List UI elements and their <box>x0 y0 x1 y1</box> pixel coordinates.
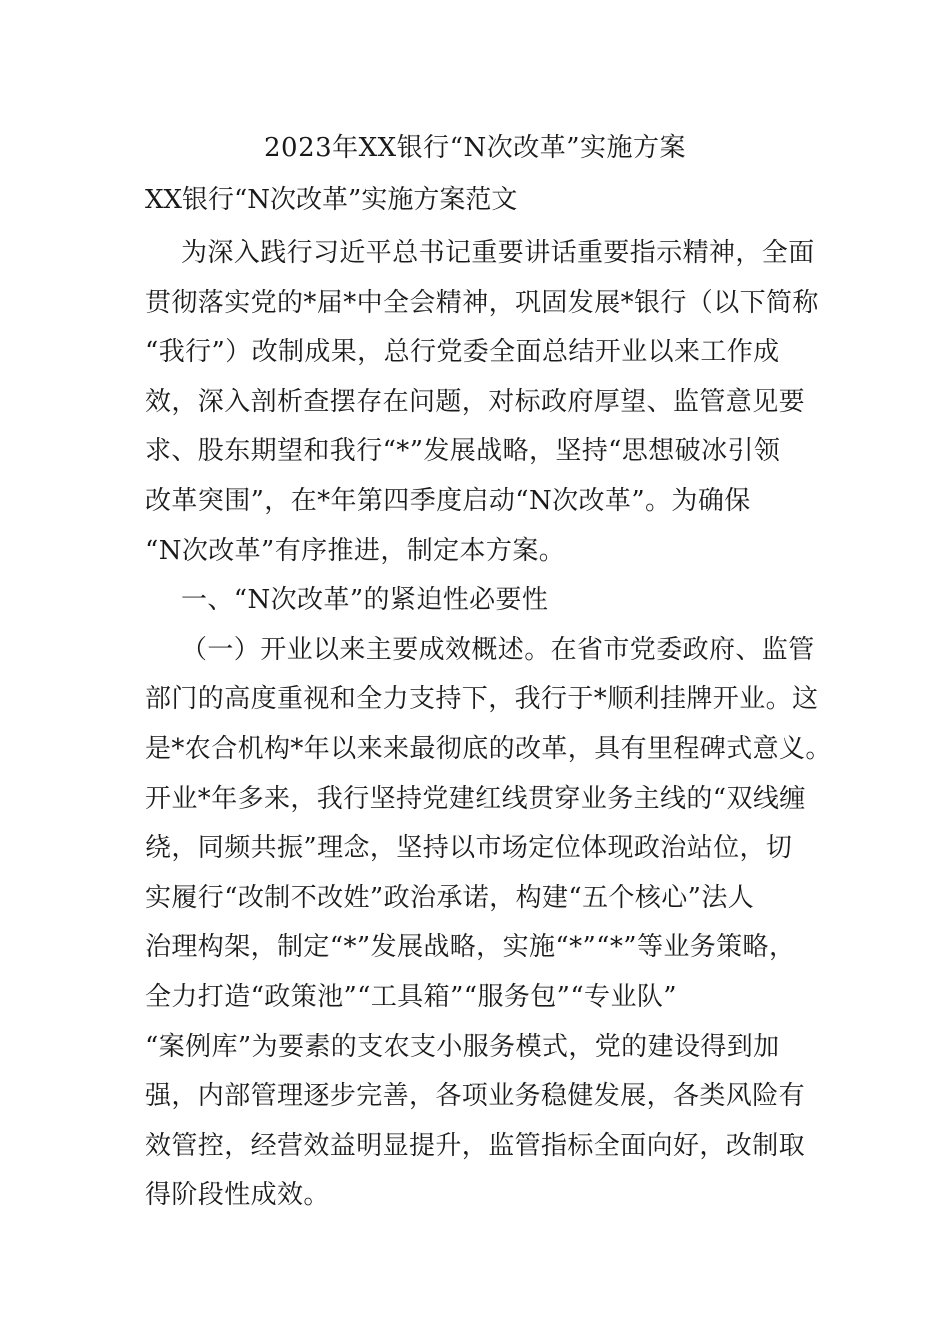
paragraph-line: 改革突围”，在*年第四季度启动“N次改革”。为确保 <box>145 485 751 516</box>
paragraph-line: 部门的高度重视和全力支持下，我行于*顺利挂牌开业。这 <box>145 684 819 715</box>
paragraph-line: 效，深入剖析查摆存在问题，对标政府厚望、监管意见要 <box>145 386 806 417</box>
paragraph-line: 强，内部管理逐步完善，各项业务稳健发展，各类风险有 <box>145 1081 806 1112</box>
section-heading: 一、“N次改革”的紧迫性必要性 <box>181 585 549 616</box>
paragraph-line: “我行”）改制成果，总行党委全面总结开业以来工作成 <box>145 337 780 368</box>
paragraph-line: 是*农合机构*年以来来最彻底的改革，具有里程碑式意义。 <box>145 733 832 764</box>
paragraph-line: 贯彻落实党的*届*中全会精神，巩固发展*银行（以下简称 <box>145 287 819 318</box>
paragraph-line: 实履行“改制不改姓”政治承诺，构建“五个核心”法人 <box>145 882 755 913</box>
paragraph-line: 开业*年多来，我行坚持党建红线贯穿业务主线的“双线缠 <box>145 783 806 814</box>
paragraph-line: 绕，同频共振”理念，坚持以市场定位体现政治站位，切 <box>145 833 793 864</box>
document-title: 2023年XX银行“N次改革”实施方案 <box>263 133 687 163</box>
paragraph-line: 为深入践行习近平总书记重要讲话重要指示精神，全面 <box>181 238 815 268</box>
paragraph-line: 全力打造“政策池”“工具箱”“服务包”“专业队” <box>145 981 677 1012</box>
paragraph-line: 得阶段性成效。 <box>145 1180 330 1211</box>
paragraph-line: 求、股东期望和我行“*”发展战略，坚持“思想破冰引领 <box>145 436 781 467</box>
paragraph-line: 效管控，经营效益明显提升，监管指标全面向好，改制取 <box>145 1130 806 1161</box>
paragraph-line: “案例库”为要素的支农支小服务模式，党的建设得到加 <box>145 1031 780 1062</box>
document-body <box>145 229 845 1221</box>
paragraph-line: 治理构架，制定“*”发展战略，实施“*”“*”等业务策略， <box>145 932 796 963</box>
document-subtitle: XX银行“N次改革”实施方案范文 <box>145 185 518 215</box>
paragraph-line: （一）开业以来主要成效概述。在省市党委政府、监管 <box>181 634 815 665</box>
paragraph-line: “N次改革”有序推进，制定本方案。 <box>145 535 566 566</box>
